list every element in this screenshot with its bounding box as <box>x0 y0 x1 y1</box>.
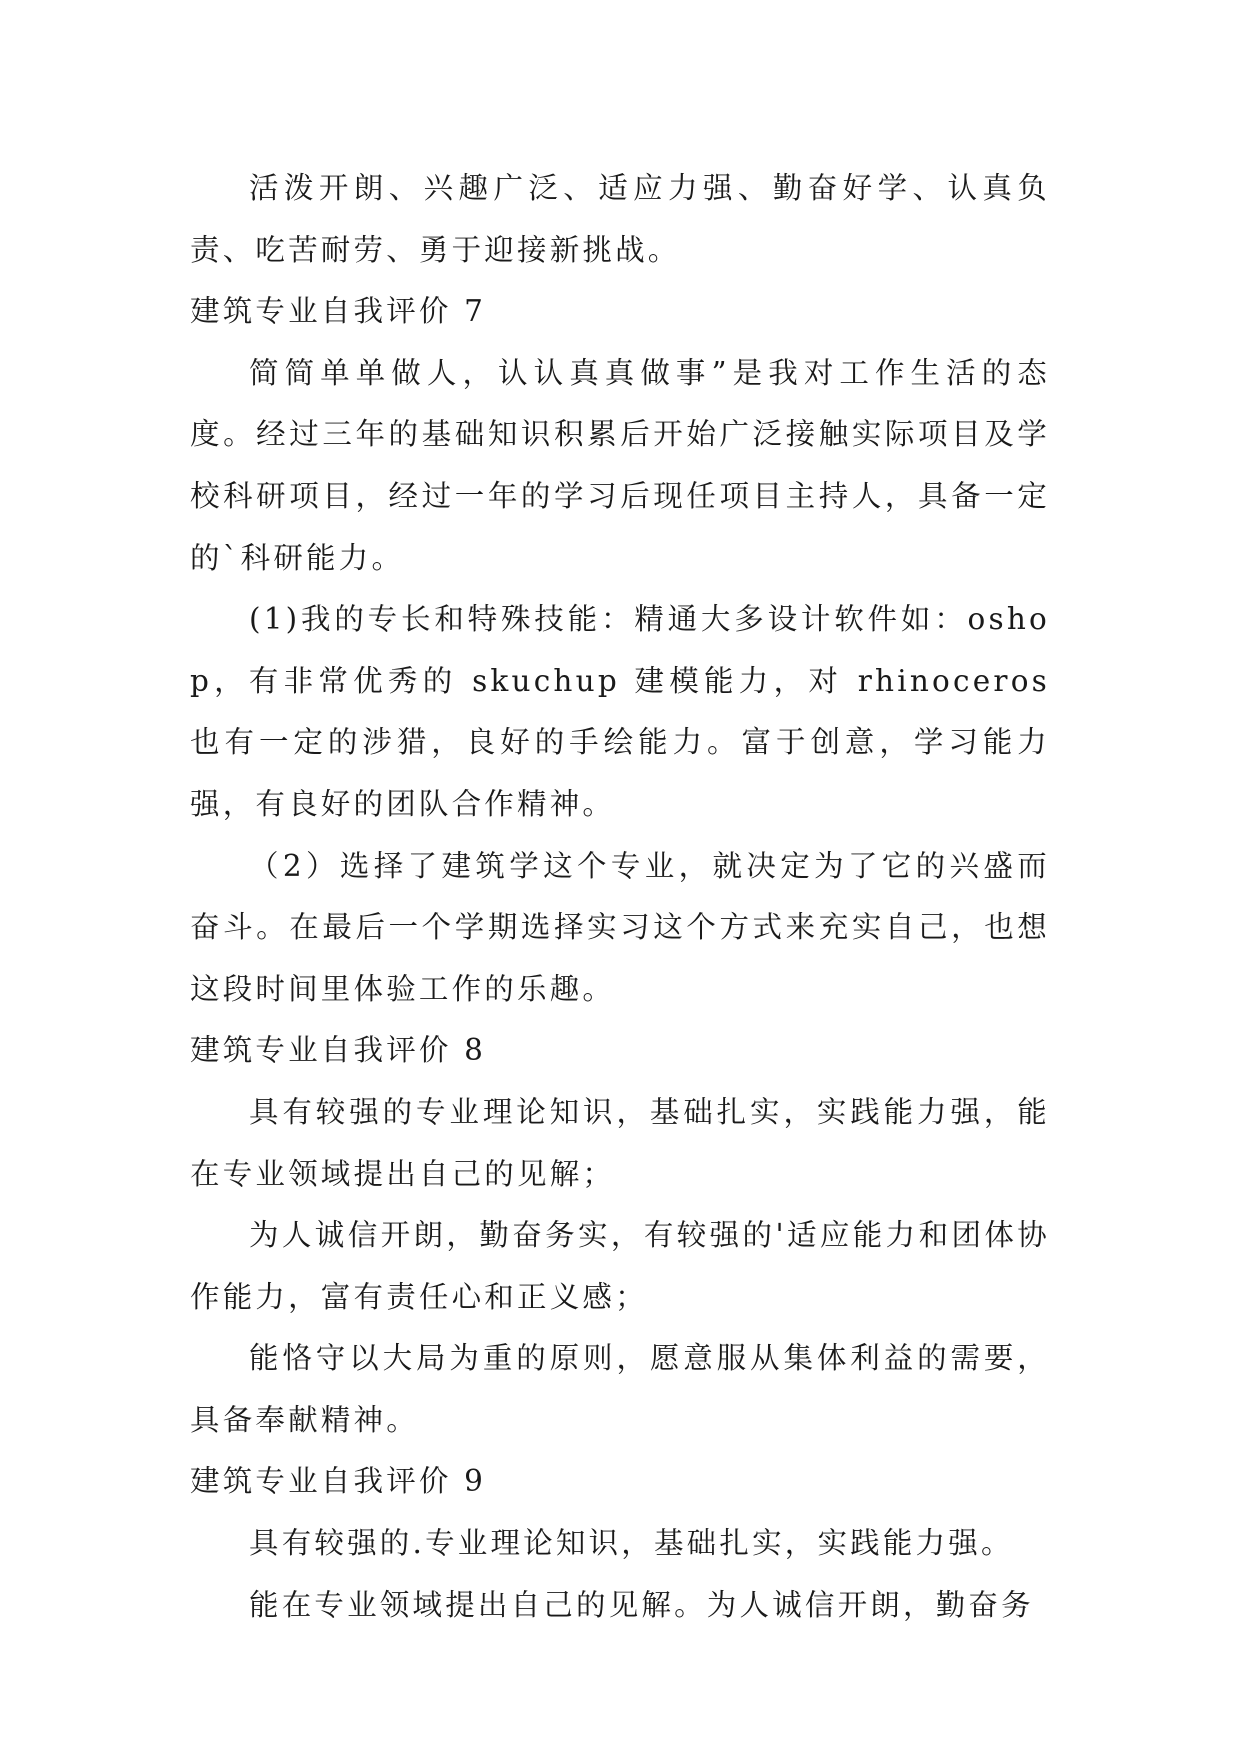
paragraph-intro-traits: 活泼开朗、兴趣广泛、适应力强、勤奋好学、认真负责、吃苦耐劳、勇于迎接新挑战。 <box>190 171 1050 267</box>
paragraph-section8-dedication: 能恪守以大局为重的原则，愿意服从集体利益的需要，具备奉献精神。 <box>190 1341 1050 1437</box>
section-heading-9: 建筑专业自我评价 9 <box>190 1464 487 1499</box>
paragraph-section7-choice: （2）选择了建筑学这个专业，就决定为了它的兴盛而奋斗。在最后一个学期选择实习这个方式来充实自己，也想这段时间里体验工作的乐趣。 <box>190 848 1050 1006</box>
section-heading-8: 建筑专业自我评价 8 <box>190 1033 487 1068</box>
paragraph-section7-skills: (1)我的专长和特殊技能：精通大多设计软件如：oshop，有非常优秀的 skuchup 建模能力，对 rhinoceros 也有一定的涉猎，良好的手绘能力。富于创意，学习能力强，有良好的团队合作精神。 <box>190 602 1050 821</box>
section-heading-7: 建筑专业自我评价 7 <box>190 294 487 329</box>
paragraph-section9-opinion: 能在专业领域提出自己的见解。为人诚信开朗，勤奋务 <box>249 1587 1034 1622</box>
paragraph-section8-character: 为人诚信开朗，勤奋务实，有较强的'适应能力和团体协作能力，富有责任心和正义感； <box>190 1218 1050 1314</box>
document-body <box>190 158 1050 1636</box>
paragraph-section9-knowledge: 具有较强的.专业理论知识，基础扎实，实践能力强。 <box>249 1526 1014 1561</box>
paragraph-section7-attitude: 简简单单做人，认认真真做事”是我对工作生活的态度。经过三年的基础知识积累后开始广泛接触实际项目及学校科研项目，经过一年的学习后现任项目主持人，具备一定的`科研能力。 <box>190 355 1050 575</box>
paragraph-section8-knowledge: 具有较强的专业理论知识，基础扎实，实践能力强，能在专业领域提出自己的见解； <box>190 1094 1050 1191</box>
